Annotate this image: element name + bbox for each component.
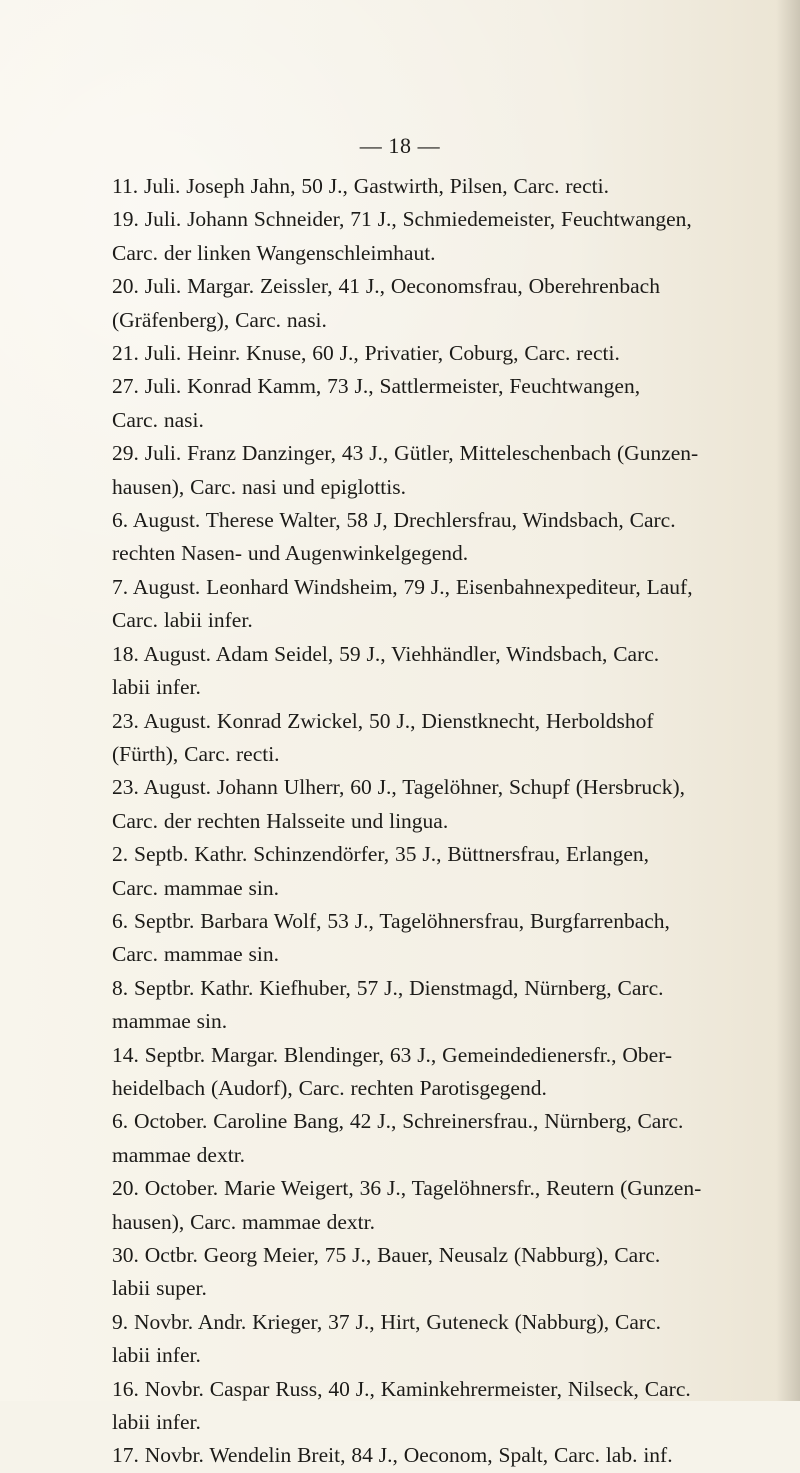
entry-2-septb bbox=[112, 838, 778, 905]
entry-line: 6. August. Therese Walter, 58 J, Drechlersfrau, Windsbach, Carc. bbox=[112, 508, 676, 533]
entry-6-septbr bbox=[112, 905, 778, 972]
entry-line: Carc. mammae sin. bbox=[112, 875, 279, 900]
entry-line: 14. Septbr. Margar. Blendinger, 63 J., Gemeindedienersfr., Ober- bbox=[112, 1042, 673, 1067]
entry-line: 23. August. Johann Ulherr, 60 J., Tagelöhner, Schupf (Hersbruck), bbox=[112, 775, 686, 800]
entry-line: 19. Juli. Johann Schneider, 71 J., Schmiedemeister, Feuchtwangen, bbox=[112, 207, 692, 232]
entry-line: 9. Novbr. Andr. Krieger, 37 J., Hirt, Guteneck (Nabburg), Carc. bbox=[112, 1309, 661, 1334]
entry-line: 8. Septbr. Kathr. Kiefhuber, 57 J., Dienstmagd, Nürnberg, Carc. bbox=[112, 975, 664, 1000]
entry-line: 23. August. Konrad Zwickel, 50 J., Dienstknecht, Herboldshof bbox=[112, 708, 654, 733]
entry-14-septbr bbox=[112, 1039, 778, 1106]
entry-21-juli bbox=[112, 337, 778, 370]
entry-line: mammae dextr. bbox=[112, 1142, 246, 1167]
entry-line: rechten Nasen- und Augenwinkelgegend. bbox=[112, 541, 469, 566]
entry-23-august-zwickel bbox=[112, 705, 778, 772]
entry-line: hausen), Carc. nasi und epiglottis. bbox=[112, 474, 406, 499]
entry-line: labii infer. bbox=[112, 1410, 201, 1435]
entry-line: 16. Novbr. Caspar Russ, 40 J., Kaminkehrermeister, Nilseck, Carc. bbox=[112, 1376, 691, 1401]
entry-line: 29. Juli. Franz Danzinger, 43 J., Gütler, Mitteleschenbach (Gunzen- bbox=[112, 441, 699, 466]
page-number: — 18 — bbox=[359, 133, 441, 158]
entry-line: 27. Juli. Konrad Kamm, 73 J., Sattlermeister, Feuchtwangen, bbox=[112, 374, 641, 399]
entry-11-juli bbox=[112, 170, 778, 203]
page-edge-shadow bbox=[776, 0, 800, 1401]
entry-line: Carc. der rechten Halsseite und lingua. bbox=[112, 808, 449, 833]
entry-line: 30. Octbr. Georg Meier, 75 J., Bauer, Neusalz (Nabburg), Carc. bbox=[112, 1243, 661, 1267]
entry-6-october bbox=[112, 1105, 778, 1172]
entry-line: (Gräfenberg), Carc. nasi. bbox=[112, 307, 327, 332]
entry-line: 2. Septb. Kathr. Schinzendörfer, 35 J., Büttnersfrau, Erlangen, bbox=[112, 842, 650, 867]
entry-line: 17. Novbr. Wendelin Breit, 84 J., Oeconom, Spalt, Carc. lab. inf. bbox=[112, 1443, 673, 1468]
entry-30-octbr bbox=[112, 1239, 778, 1306]
entry-line: 11. Juli. Joseph Jahn, 50 J., Gastwirth, Pilsen, Carc. recti. bbox=[112, 174, 609, 198]
entry-line: 6. October. Caroline Bang, 42 J., Schreinersfrau., Nürnberg, Carc. bbox=[112, 1109, 684, 1134]
entry-line: 6. Septbr. Barbara Wolf, 53 J., Tagelöhnersfrau, Burgfarrenbach, bbox=[112, 908, 670, 933]
entry-29-juli bbox=[112, 437, 778, 504]
entry-line: heidelbach (Audorf), Carc. rechten Parotisgegend. bbox=[112, 1075, 547, 1100]
entry-18-august bbox=[112, 638, 778, 705]
entry-20-october bbox=[112, 1172, 778, 1239]
entry-line: Carc. mammae sin. bbox=[112, 942, 279, 967]
entry-line: Carc. der linken Wangenschleimhaut. bbox=[112, 240, 436, 265]
entry-19-juli bbox=[112, 203, 778, 270]
entry-6-august bbox=[112, 504, 778, 571]
entry-line: Carc. labii infer. bbox=[112, 608, 253, 633]
entry-23-august-ulherr bbox=[112, 771, 778, 838]
entry-16-novbr bbox=[112, 1373, 778, 1440]
entry-line: labii infer. bbox=[112, 675, 201, 700]
entry-17-novbr bbox=[112, 1439, 778, 1472]
entry-line: (Fürth), Carc. recti. bbox=[112, 741, 280, 766]
entry-9-novbr bbox=[112, 1306, 778, 1373]
entry-7-august bbox=[112, 571, 778, 638]
entry-line: mammae sin. bbox=[112, 1009, 228, 1034]
entry-list bbox=[112, 170, 778, 1473]
entry-line: 21. Juli. Heinr. Knuse, 60 J., Privatier, Coburg, Carc. recti. bbox=[112, 341, 620, 366]
entry-line: labii infer. bbox=[112, 1343, 201, 1368]
entry-line: labii super. bbox=[112, 1276, 207, 1301]
entry-line: 18. August. Adam Seidel, 59 J., Viehhändler, Windsbach, Carc. bbox=[112, 641, 660, 666]
entry-8-septbr bbox=[112, 972, 778, 1039]
entry-line: 20. Juli. Margar. Zeissler, 41 J., Oeconomsfrau, Oberehrenbach bbox=[112, 274, 660, 299]
entry-line: Carc. nasi. bbox=[112, 407, 204, 432]
entry-line: 20. October. Marie Weigert, 36 J., Tagelöhnersfr., Reutern (Gunzen- bbox=[112, 1176, 702, 1201]
entry-line: 7. August. Leonhard Windsheim, 79 J., Eisenbahnexpediteur, Lauf, bbox=[112, 574, 693, 599]
entry-27-juli bbox=[112, 370, 778, 437]
entry-20-juli bbox=[112, 270, 778, 337]
entry-line: hausen), Carc. mammae dextr. bbox=[112, 1209, 375, 1234]
